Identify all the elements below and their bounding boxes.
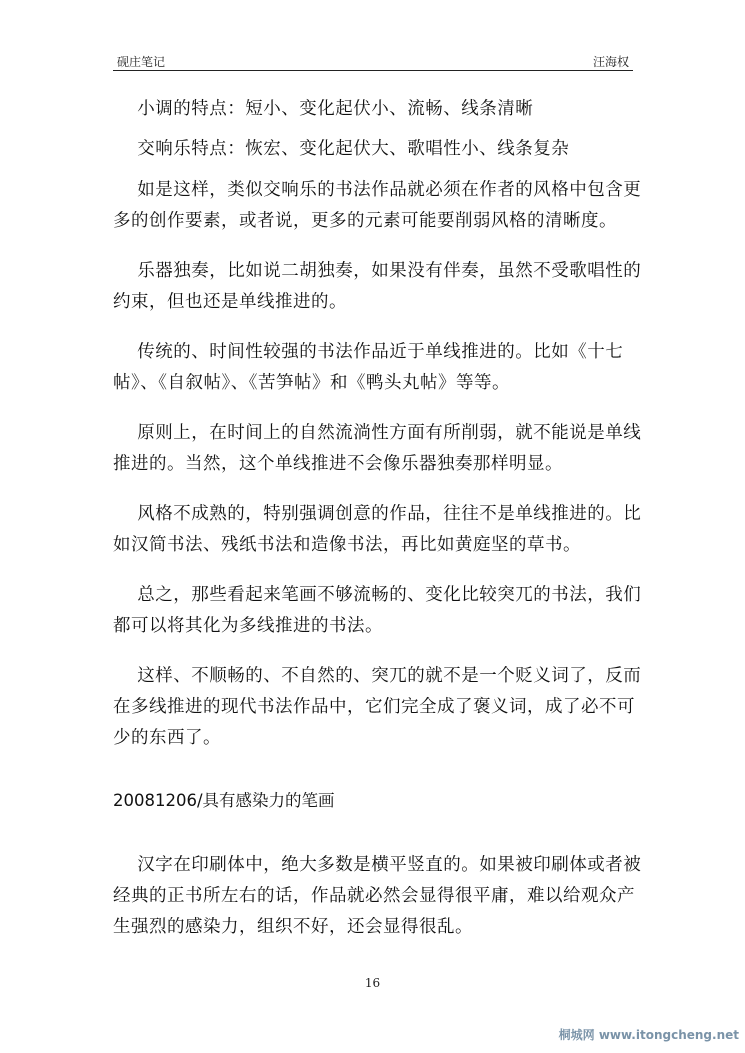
- page-header: [113, 50, 633, 71]
- paragraph-immature-style: 风格不成熟的，特别强调创意的作品，往往不是单线推进的。比如汉简书法、残纸书法和造像书法，再比如黄庭坚的草书。: [113, 504, 642, 555]
- paragraph-symphonic-calligraphy: 如是这样，类似交响乐的书法作品就必须在作者的风格中包含更多的创作要素，或者说，更多的元素可能要削弱风格的清晰度。: [113, 180, 642, 231]
- header-book-title: 砚庄笔记: [117, 55, 166, 69]
- paragraph-conclusion: 总之，那些看起来笔画不够流畅的、变化比较突兀的书法，我们都可以将其化为多线推进的书法。: [113, 585, 642, 636]
- page-number: 16: [364, 976, 381, 990]
- paragraph-positive-meaning: 这样、不顺畅的、不自然的、突兀的就不是一个贬义词了，反而在多线推进的现代书法作品中，它们完全成了褒义词，成了必不可少的东西了。: [113, 666, 642, 748]
- paragraph-minor-key: 小调的特点：短小、变化起伏小、流畅、线条清晰: [113, 99, 534, 119]
- paragraph-symphony: 交响乐特点：恢宏、变化起伏大、歌唱性小、线条复杂: [113, 139, 570, 159]
- section-heading: 20081206/具有感染力的笔画: [113, 791, 335, 810]
- paragraph-traditional-works: 传统的、时间性较强的书法作品近于单线推进的。比如《十七帖》、《自叙帖》、《苦笋帖》和《鸭头丸帖》等等。: [113, 342, 624, 393]
- header-author: 汪海权: [592, 55, 629, 69]
- paragraph-solo-instrument: 乐器独奏，比如说二胡独奏，如果没有伴奏，虽然不受歌唱性的约束，但也还是单线推进的。: [113, 261, 642, 312]
- site-watermark: 桐城网 www.itongcheng.net: [558, 1028, 739, 1042]
- paragraph-principle: 原则上，在时间上的自然流淌性方面有所削弱，就不能说是单线推进的。当然，这个单线推进不会像乐器独奏那样明显。: [113, 423, 642, 474]
- paragraph-printed-characters: 汉字在印刷体中，绝大多数是横平竖直的。如果被印刷体或者被经典的正书所左右的话，作品就必然会显得很平庸，难以给观众产生强烈的感染力，组织不好，还会显得很乱。: [113, 855, 642, 937]
